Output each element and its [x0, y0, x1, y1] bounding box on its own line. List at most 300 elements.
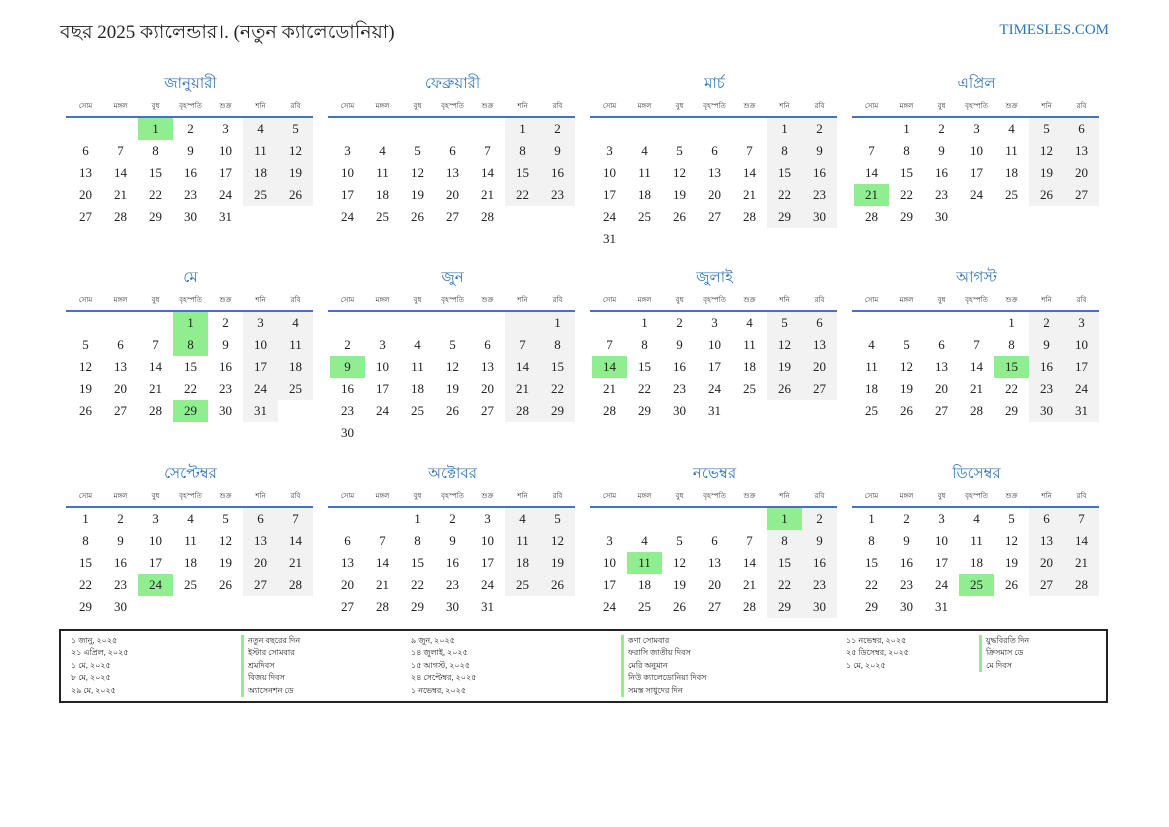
day-cell: 5 [1029, 118, 1064, 140]
holiday-day-cell: 29 [173, 400, 208, 422]
holiday-name: যুদ্ধবিরতি দিন [979, 635, 1029, 647]
month-5 [68, 266, 313, 422]
day-cell: 26 [540, 574, 575, 596]
holiday-date: ১৪ জুলাই, ২০২৫ [411, 648, 468, 658]
holiday-day-cell: 1 [767, 508, 802, 530]
day-cell: 6 [1064, 118, 1099, 140]
day-cell: 2 [344, 337, 351, 352]
day-cell: 18 [278, 356, 313, 378]
day-cell: 23 [184, 187, 197, 202]
day-cell: 15 [411, 555, 424, 570]
weekday-label: রবি [814, 102, 825, 110]
day-cell: 30 [900, 599, 913, 614]
day-cell: 10 [970, 143, 983, 158]
month-4 [854, 72, 1099, 228]
weekday-label: মঙ্গল [113, 296, 128, 304]
day-cell: 15 [900, 165, 913, 180]
day-cell: 19 [1005, 555, 1018, 570]
day-cell: 7 [746, 533, 753, 548]
day-cell: 22 [767, 184, 802, 206]
day-cell: 10 [481, 533, 494, 548]
day-cell: 24 [481, 577, 494, 592]
day-cell: 5 [82, 337, 89, 352]
day-cell: 12 [900, 359, 913, 374]
day-cell: 10 [376, 359, 389, 374]
day-cell: 9 [676, 337, 683, 352]
weekday-label: শুক্র [743, 492, 756, 500]
month-title: জুলাই [696, 270, 733, 286]
day-cell: 25 [743, 381, 756, 396]
empty-cell [435, 312, 470, 334]
weekday-header [854, 486, 1099, 506]
day-cell: 14 [376, 555, 389, 570]
day-cell: 26 [1029, 184, 1064, 206]
day-cell: 19 [900, 381, 913, 396]
weekday-label: রবি [1076, 492, 1087, 500]
day-cell: 4 [243, 118, 278, 140]
day-cell: 29 [1005, 403, 1018, 418]
weekday-label: বৃহস্পতি [965, 492, 988, 500]
day-cell: 27 [1029, 574, 1064, 596]
day-cell: 25 [638, 599, 651, 614]
day-cell: 26 [446, 403, 459, 418]
day-cell: 5 [414, 143, 421, 158]
day-cell: 14 [743, 555, 756, 570]
empty-cell [330, 312, 365, 334]
day-cell: 5 [1008, 511, 1015, 526]
empty-cell [889, 312, 924, 334]
holiday-name: মেরি অনুমান [621, 660, 706, 672]
weekday-label: সোম [78, 492, 93, 500]
day-cell: 25 [411, 403, 424, 418]
day-cell: 22 [638, 381, 651, 396]
day-cell: 28 [743, 599, 756, 614]
day-cell: 1 [82, 511, 89, 526]
day-cell: 8 [505, 140, 540, 162]
weekday-header [330, 96, 575, 116]
day-cell: 17 [341, 187, 354, 202]
weekday-label: বুধ [675, 296, 684, 304]
weekday-label: রবি [814, 296, 825, 304]
day-cell: 27 [1064, 184, 1099, 206]
day-cell: 29 [79, 599, 92, 614]
day-cell: 17 [603, 577, 616, 592]
day-cell: 2 [222, 315, 229, 330]
day-cell: 26 [219, 577, 232, 592]
site-link[interactable]: TIMESLES.COM [999, 22, 1109, 38]
weekday-label: বৃহস্পতি [441, 492, 464, 500]
day-cell: 16 [341, 381, 354, 396]
day-cell: 21 [970, 381, 983, 396]
holiday-date: ৯ জুন, ২০২৫ [411, 636, 455, 645]
day-cell: 6 [82, 143, 89, 158]
day-cell: 4 [746, 315, 753, 330]
day-cell: 4 [187, 511, 194, 526]
day-cell: 9 [938, 143, 945, 158]
day-cell: 29 [767, 596, 802, 618]
day-cell: 27 [341, 599, 354, 614]
day-cell: 20 [708, 577, 721, 592]
day-cell: 20 [341, 577, 354, 592]
day-grid [330, 508, 575, 618]
day-cell: 18 [243, 162, 278, 184]
day-cell: 2 [449, 511, 456, 526]
day-cell: 29 [540, 400, 575, 422]
day-cell: 5 [676, 533, 683, 548]
day-cell: 20 [243, 552, 278, 574]
day-cell: 17 [376, 381, 389, 396]
day-cell: 8 [767, 140, 802, 162]
weekday-label: বুধ [413, 492, 422, 500]
empty-cell [435, 118, 470, 140]
holiday-name-column [621, 635, 706, 697]
day-cell: 28 [481, 209, 494, 224]
day-cell: 18 [376, 187, 389, 202]
day-cell: 15 [540, 356, 575, 378]
day-cell: 29 [638, 403, 651, 418]
day-cell: 6 [484, 337, 491, 352]
weekday-label: সোম [78, 102, 93, 110]
day-cell: 25 [865, 403, 878, 418]
month-7 [592, 266, 837, 422]
day-cell: 8 [868, 533, 875, 548]
day-cell: 21 [376, 577, 389, 592]
day-cell: 12 [1005, 533, 1018, 548]
weekday-label: শনি [255, 102, 266, 110]
empty-cell [592, 312, 627, 334]
holiday-day-cell: 21 [854, 184, 889, 206]
day-cell: 11 [411, 359, 424, 374]
day-cell: 22 [411, 577, 424, 592]
holiday-name: মে দিবস [979, 660, 1029, 672]
day-cell: 4 [278, 312, 313, 334]
day-cell: 20 [114, 381, 127, 396]
day-cell: 16 [900, 555, 913, 570]
day-cell: 25 [376, 209, 389, 224]
empty-cell [627, 508, 662, 530]
holiday-name: ফরাসি জাতীয় দিবস [621, 647, 706, 659]
day-cell: 14 [1064, 530, 1099, 552]
month-title: ডিসেম্বর [952, 466, 1001, 482]
day-cell: 15 [149, 165, 162, 180]
day-cell: 29 [900, 209, 913, 224]
day-cell: 28 [970, 403, 983, 418]
day-cell: 7 [152, 337, 159, 352]
day-cell: 16 [540, 162, 575, 184]
day-cell: 14 [743, 165, 756, 180]
day-cell: 9 [540, 140, 575, 162]
day-cell: 19 [278, 162, 313, 184]
day-cell: 7 [379, 533, 386, 548]
day-cell: 27 [935, 403, 948, 418]
day-cell: 16 [802, 552, 837, 574]
day-cell: 23 [341, 403, 354, 418]
day-cell: 7 [606, 337, 613, 352]
day-cell: 16 [1029, 356, 1064, 378]
weekday-header [592, 290, 837, 310]
day-cell: 12 [219, 533, 232, 548]
holiday-day-cell: 25 [959, 574, 994, 596]
weekday-label: বুধ [675, 102, 684, 110]
day-cell: 16 [219, 359, 232, 374]
weekday-label: শুক্র [219, 492, 232, 500]
day-cell: 8 [152, 143, 159, 158]
weekday-header [330, 486, 575, 506]
day-cell: 11 [638, 165, 651, 180]
holiday-list [59, 629, 1108, 703]
weekday-header [854, 290, 1099, 310]
day-cell: 12 [767, 334, 802, 356]
day-grid [592, 118, 837, 250]
day-cell: 26 [900, 403, 913, 418]
weekday-header [592, 96, 837, 116]
day-cell: 9 [903, 533, 910, 548]
day-cell: 1 [903, 121, 910, 136]
day-cell: 13 [114, 359, 127, 374]
day-cell: 18 [184, 555, 197, 570]
day-cell: 31 [481, 599, 494, 614]
holiday-name: ক্রিসমাস ডে [979, 647, 1029, 659]
day-cell: 13 [79, 165, 92, 180]
day-cell: 17 [708, 359, 721, 374]
day-cell: 28 [278, 574, 313, 596]
day-cell: 25 [184, 577, 197, 592]
day-cell: 24 [341, 209, 354, 224]
weekday-label: মঙ্গল [637, 492, 652, 500]
weekday-label: বুধ [151, 492, 160, 500]
day-cell: 14 [278, 530, 313, 552]
day-cell: 2 [802, 118, 837, 140]
day-cell: 18 [970, 555, 983, 570]
weekday-label: শনি [779, 102, 790, 110]
day-cell: 8 [641, 337, 648, 352]
day-cell: 14 [865, 165, 878, 180]
day-cell: 28 [743, 209, 756, 224]
weekday-label: বুধ [937, 102, 946, 110]
day-cell: 16 [446, 555, 459, 570]
day-cell: 18 [638, 187, 651, 202]
weekday-label: বৃহস্পতি [965, 102, 988, 110]
weekday-label: বৃহস্পতি [441, 296, 464, 304]
empty-cell [138, 312, 173, 334]
day-cell: 21 [505, 378, 540, 400]
empty-cell [68, 118, 103, 140]
day-cell: 30 [802, 206, 837, 228]
day-cell: 28 [149, 403, 162, 418]
day-cell: 12 [673, 555, 686, 570]
weekday-label: বুধ [413, 296, 422, 304]
holiday-name-column [979, 635, 1029, 672]
day-cell: 15 [79, 555, 92, 570]
day-cell: 7 [1064, 508, 1099, 530]
holiday-day-cell: 8 [173, 334, 208, 356]
day-cell: 24 [970, 187, 983, 202]
day-cell: 9 [449, 533, 456, 548]
day-cell: 4 [641, 533, 648, 548]
day-cell: 11 [278, 334, 313, 356]
weekday-label: শুক্র [219, 296, 232, 304]
day-cell: 1 [505, 118, 540, 140]
day-cell: 12 [278, 140, 313, 162]
calendar-grid [68, 72, 1110, 632]
holiday-name: সমস্ত সাধুদের দিন [621, 685, 706, 697]
day-cell: 22 [505, 184, 540, 206]
day-cell: 30 [184, 209, 197, 224]
holiday-name: নতুন বছরের দিন [241, 635, 300, 647]
weekday-label: রবি [1076, 296, 1087, 304]
day-cell: 26 [278, 184, 313, 206]
day-cell: 27 [243, 574, 278, 596]
day-cell: 18 [743, 359, 756, 374]
weekday-label: বৃহস্পতি [703, 102, 726, 110]
day-cell: 22 [767, 574, 802, 596]
empty-cell [365, 118, 400, 140]
weekday-label: শুক্র [1005, 492, 1018, 500]
empty-cell [732, 118, 767, 140]
weekday-label: শুক্র [481, 492, 494, 500]
weekday-label: বুধ [937, 492, 946, 500]
weekday-label: রবি [290, 492, 301, 500]
day-cell: 23 [673, 381, 686, 396]
weekday-label: বৃহস্পতি [965, 296, 988, 304]
day-cell: 16 [935, 165, 948, 180]
day-cell: 19 [1029, 162, 1064, 184]
day-cell: 8 [82, 533, 89, 548]
day-cell: 15 [767, 162, 802, 184]
weekday-label: বুধ [413, 102, 422, 110]
weekday-label: রবি [814, 492, 825, 500]
day-cell: 3 [711, 315, 718, 330]
day-cell: 17 [1064, 356, 1099, 378]
day-cell: 13 [341, 555, 354, 570]
day-cell: 2 [117, 511, 124, 526]
holiday-date-column [411, 635, 476, 697]
day-cell: 21 [114, 187, 127, 202]
weekday-label: বুধ [151, 296, 160, 304]
day-cell: 13 [481, 359, 494, 374]
day-cell: 3 [938, 511, 945, 526]
weekday-label: মঙ্গল [375, 102, 390, 110]
day-cell: 26 [767, 378, 802, 400]
day-grid [854, 508, 1099, 618]
day-cell: 24 [603, 209, 616, 224]
month-title: অক্টোবর [427, 466, 478, 482]
weekday-label: সোম [864, 296, 879, 304]
holiday-name: শ্রমদিবস [241, 660, 300, 672]
day-cell: 7 [278, 508, 313, 530]
empty-cell [627, 118, 662, 140]
day-cell: 19 [673, 187, 686, 202]
day-cell: 12 [673, 165, 686, 180]
holiday-day-cell: 14 [592, 356, 627, 378]
day-cell: 13 [1064, 140, 1099, 162]
empty-cell [103, 118, 138, 140]
day-cell: 24 [935, 577, 948, 592]
day-cell: 23 [802, 184, 837, 206]
day-cell: 3 [152, 511, 159, 526]
day-cell: 5 [676, 143, 683, 158]
day-cell: 15 [505, 162, 540, 184]
weekday-header [68, 486, 313, 506]
empty-cell [330, 118, 365, 140]
empty-cell [505, 312, 540, 334]
day-grid [330, 312, 575, 444]
day-cell: 11 [376, 165, 389, 180]
day-cell: 28 [376, 599, 389, 614]
day-cell: 3 [243, 312, 278, 334]
day-cell: 15 [184, 359, 197, 374]
month-title: আগস্ট [956, 270, 997, 286]
day-cell: 23 [802, 574, 837, 596]
day-cell: 23 [219, 381, 232, 396]
weekday-label: মঙ্গল [637, 296, 652, 304]
day-cell: 2 [903, 511, 910, 526]
holiday-name: বিজয় দিবস [241, 672, 300, 684]
weekday-label: সোম [340, 492, 355, 500]
empty-cell [470, 118, 505, 140]
holiday-date: ১ মে, ২০২৫ [71, 660, 111, 670]
day-cell: 12 [411, 165, 424, 180]
day-cell: 3 [379, 337, 386, 352]
day-cell: 13 [935, 359, 948, 374]
month-title: মে [183, 270, 198, 286]
day-cell: 17 [935, 555, 948, 570]
holiday-date-column [846, 635, 909, 672]
day-cell: 13 [446, 165, 459, 180]
day-cell: 14 [481, 165, 494, 180]
day-cell: 4 [641, 143, 648, 158]
day-cell: 29 [149, 209, 162, 224]
day-cell: 21 [481, 187, 494, 202]
day-cell: 2 [187, 121, 194, 136]
holiday-name: অ্যাসেনশন ডে [241, 685, 300, 697]
holiday-name: নিউ ক্যালেডোনিয়া দিবস [621, 672, 706, 684]
day-cell: 3 [1064, 312, 1099, 334]
day-cell: 3 [606, 143, 613, 158]
weekday-label: শনি [517, 296, 528, 304]
day-cell: 21 [743, 187, 756, 202]
day-cell: 18 [638, 577, 651, 592]
weekday-label: সোম [340, 296, 355, 304]
weekday-label: শনি [517, 492, 528, 500]
day-cell: 5 [278, 118, 313, 140]
day-cell: 17 [481, 555, 494, 570]
day-cell: 21 [743, 577, 756, 592]
empty-cell [103, 312, 138, 334]
holiday-date: ২৯ মে, ২০২৫ [71, 685, 116, 695]
day-cell: 1 [1008, 315, 1015, 330]
day-cell: 18 [865, 381, 878, 396]
day-cell: 12 [540, 530, 575, 552]
month-11 [592, 462, 837, 618]
weekday-label: বুধ [675, 492, 684, 500]
empty-cell [400, 312, 435, 334]
day-cell: 24 [243, 378, 278, 400]
day-cell: 5 [767, 312, 802, 334]
day-cell: 10 [935, 533, 948, 548]
month-title: মার্চ [704, 76, 725, 92]
day-cell: 26 [673, 209, 686, 224]
day-cell: 19 [79, 381, 92, 396]
day-cell: 28 [865, 209, 878, 224]
empty-cell [330, 508, 365, 530]
empty-cell [400, 118, 435, 140]
day-cell: 1 [540, 312, 575, 334]
day-cell: 26 [411, 209, 424, 224]
holiday-day-cell: 24 [138, 574, 173, 596]
day-cell: 14 [114, 165, 127, 180]
empty-cell [662, 118, 697, 140]
